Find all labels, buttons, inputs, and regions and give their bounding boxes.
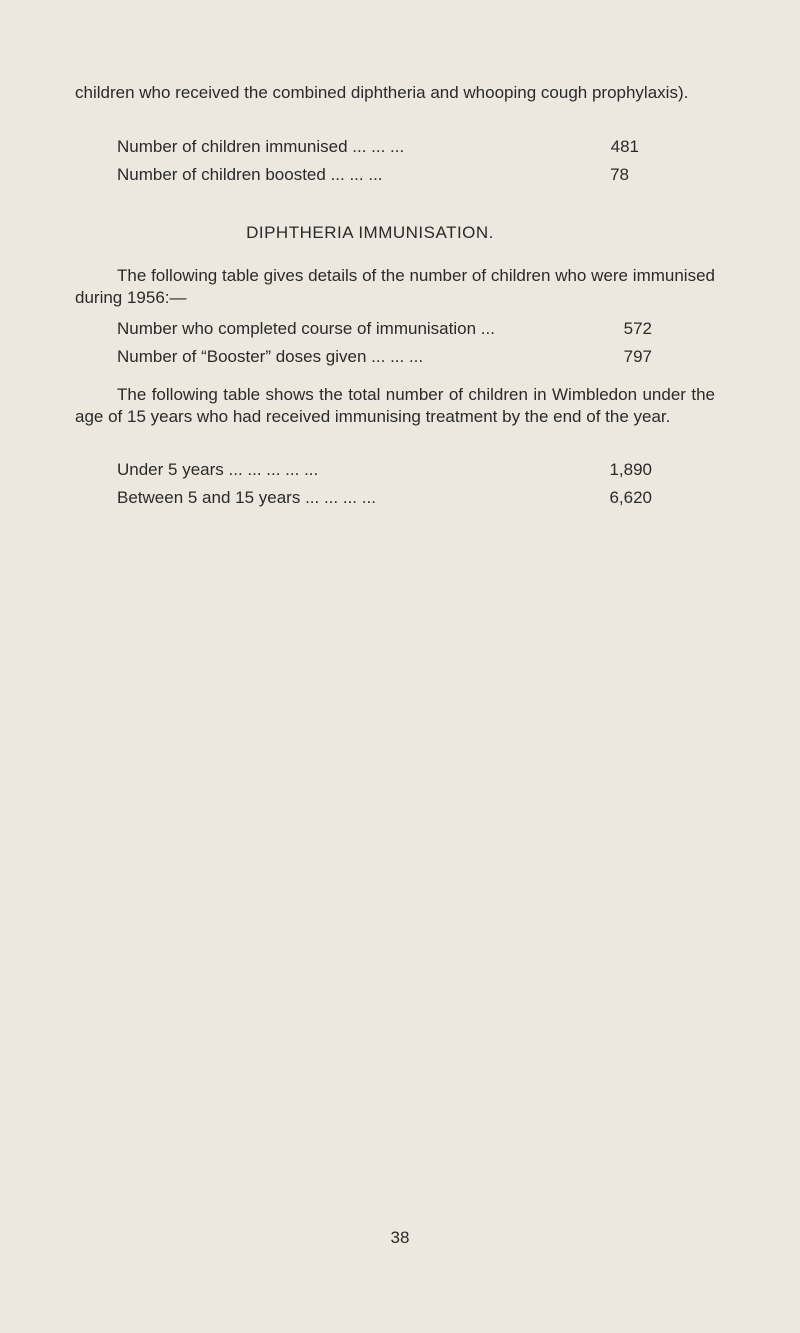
row-value: 1,890: [609, 460, 652, 479]
row-label: Number of “Booster” doses given ... ... ...: [117, 347, 424, 366]
table-row: [117, 459, 652, 481]
table-row: [117, 346, 652, 368]
row-value: 572: [623, 319, 652, 338]
row-value: 797: [623, 347, 652, 366]
row-label: Between 5 and 15 years ... ... ... ...: [117, 488, 376, 507]
table-row: [117, 136, 639, 158]
row-value: 6,620: [609, 488, 652, 507]
row-value: 78: [610, 165, 629, 184]
row-label: Number of children boosted ... ... ...: [117, 165, 383, 184]
intro-paragraph: children who received the combined diphtheria and whooping cough prophylaxis).: [75, 83, 689, 102]
table-row: [117, 164, 629, 186]
paragraph-text: The following table shows the total number of children in Wimbledon under the age of 15 years who had received immunising treatment by the end of the year.: [75, 385, 715, 426]
section-heading: DIPHTHERIA IMMUNISATION.: [246, 223, 494, 242]
row-label: Number who completed course of immunisation ...: [117, 319, 495, 338]
paragraph-immunised: [75, 265, 715, 309]
paragraph-text: The following table gives details of the number of children who were immunised during 1956:—: [75, 266, 715, 307]
row-label: Under 5 years ... ... ... ... ...: [117, 460, 319, 479]
table-row: [117, 487, 652, 509]
row-label: Number of children immunised ... ... ...: [117, 137, 405, 156]
row-value: 481: [610, 137, 639, 156]
page-number: 38: [390, 1228, 410, 1247]
paragraph-totals: [75, 384, 715, 428]
table-row: [117, 318, 652, 340]
